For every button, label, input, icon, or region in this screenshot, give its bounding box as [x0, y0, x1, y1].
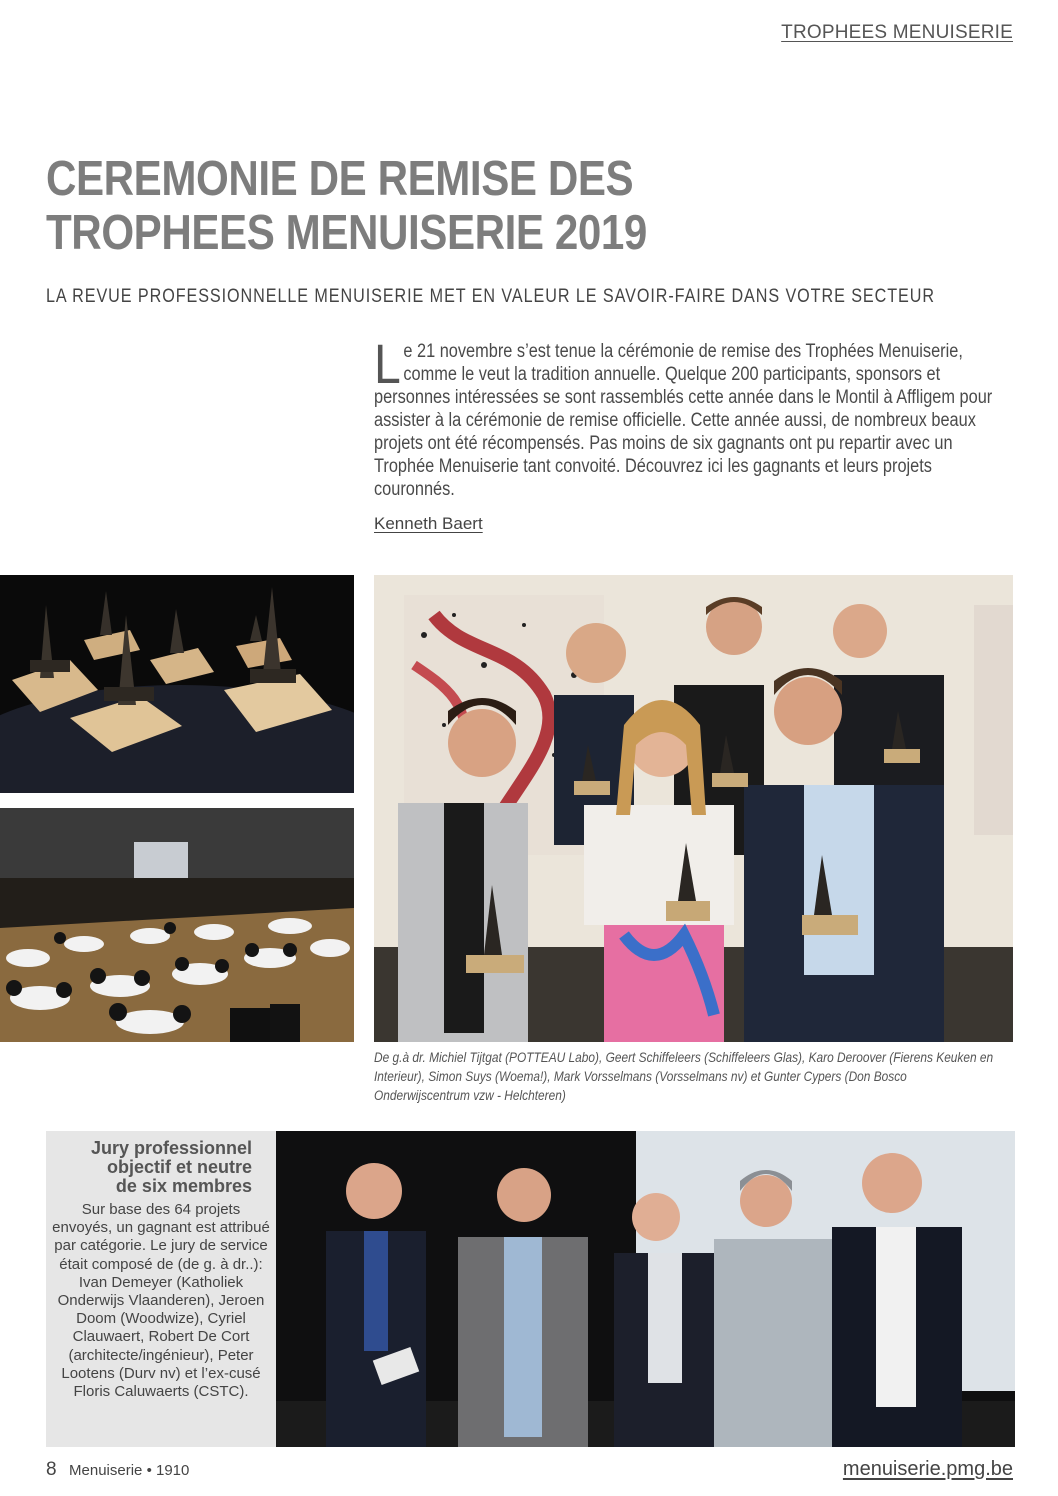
- page-footer-left: [46, 1459, 189, 1481]
- author-link[interactable]: Kenneth Baert: [374, 514, 483, 533]
- jury-photo: [276, 1131, 1015, 1447]
- title-line-2: TROPHEES MENUISERIE 2019: [46, 206, 647, 260]
- jury-heading-line-3: de six membres: [115, 1176, 252, 1196]
- issue-label: Menuiserie • 1910: [69, 1462, 190, 1479]
- jury-heading: [52, 1139, 252, 1196]
- article-title: [46, 152, 734, 260]
- winners-photo: [374, 575, 1013, 1042]
- section-tag: TROPHEES MENUISERIE: [781, 22, 1013, 43]
- banquet-hall-photo: [0, 808, 354, 1042]
- winners-photo-caption: De g.à dr. Michiel Tijtgat (POTTEAU Labo), Geert Schiffeleers (Schiffeleers Glas), Karo Deroover (Fierens Keuken en Interieur), Simon Suys (Woema!), Mark Vorsselmans (Vorsselmans nv) et Gunter Cypers (Don Bosco Onderwijscentrum vzw - Helchteren): [374, 1049, 994, 1103]
- drop-cap: L: [374, 332, 401, 395]
- article-intro: [374, 332, 1010, 501]
- jury-heading-line-2: objectif et neutre: [106, 1157, 252, 1177]
- title-line-1: CEREMONIE DE REMISE DES: [46, 152, 634, 206]
- article-subtitle: LA REVUE PROFESSIONNELLE MENUISERIE MET EN VALEUR LE SAVOIR-FAIRE DANS VOTRE SECTEUR: [46, 286, 935, 307]
- intro-body: e 21 novembre s’est tenue la cérémonie de remise des Trophées Menuiserie, comme le veut la tradition annuelle. Quelque 200 participants, sponsors et personnes intéressées se sont rassemblés cette année dans le Montil à Affligem pour assister à la cérémonie de remise officielle. Cette année aussi, de nombreux beaux projets ont été récompensés. Pas moins de six gagnants ont pu repartir avec un Trophée Menuiserie tant convoité. Découvrez ici les gagnants et leurs projets couronnés.: [374, 341, 993, 500]
- jury-description: Sur base des 64 projets envoyés, un gagnant est attribué par catégorie. Le jury de service était composé de (de g. à dr..): Ivan Demeyer (Katholiek Onderwijs Vlaanderen), Jeroen Doom (Woodwize), Cyriel Clauwaert, Robert De Cort (architecte/ingénieur), Peter Lootens (Durv nv) et l’ex-cusé Floris Caluwaerts (CSTC).: [52, 1201, 270, 1401]
- page-number: 8: [46, 1459, 57, 1480]
- trophies-photo: [0, 575, 354, 793]
- jury-sidebar: [46, 1131, 276, 1447]
- jury-heading-line-1: Jury professionnel: [90, 1138, 252, 1158]
- website-link[interactable]: menuiserie.pmg.be: [842, 1458, 1013, 1480]
